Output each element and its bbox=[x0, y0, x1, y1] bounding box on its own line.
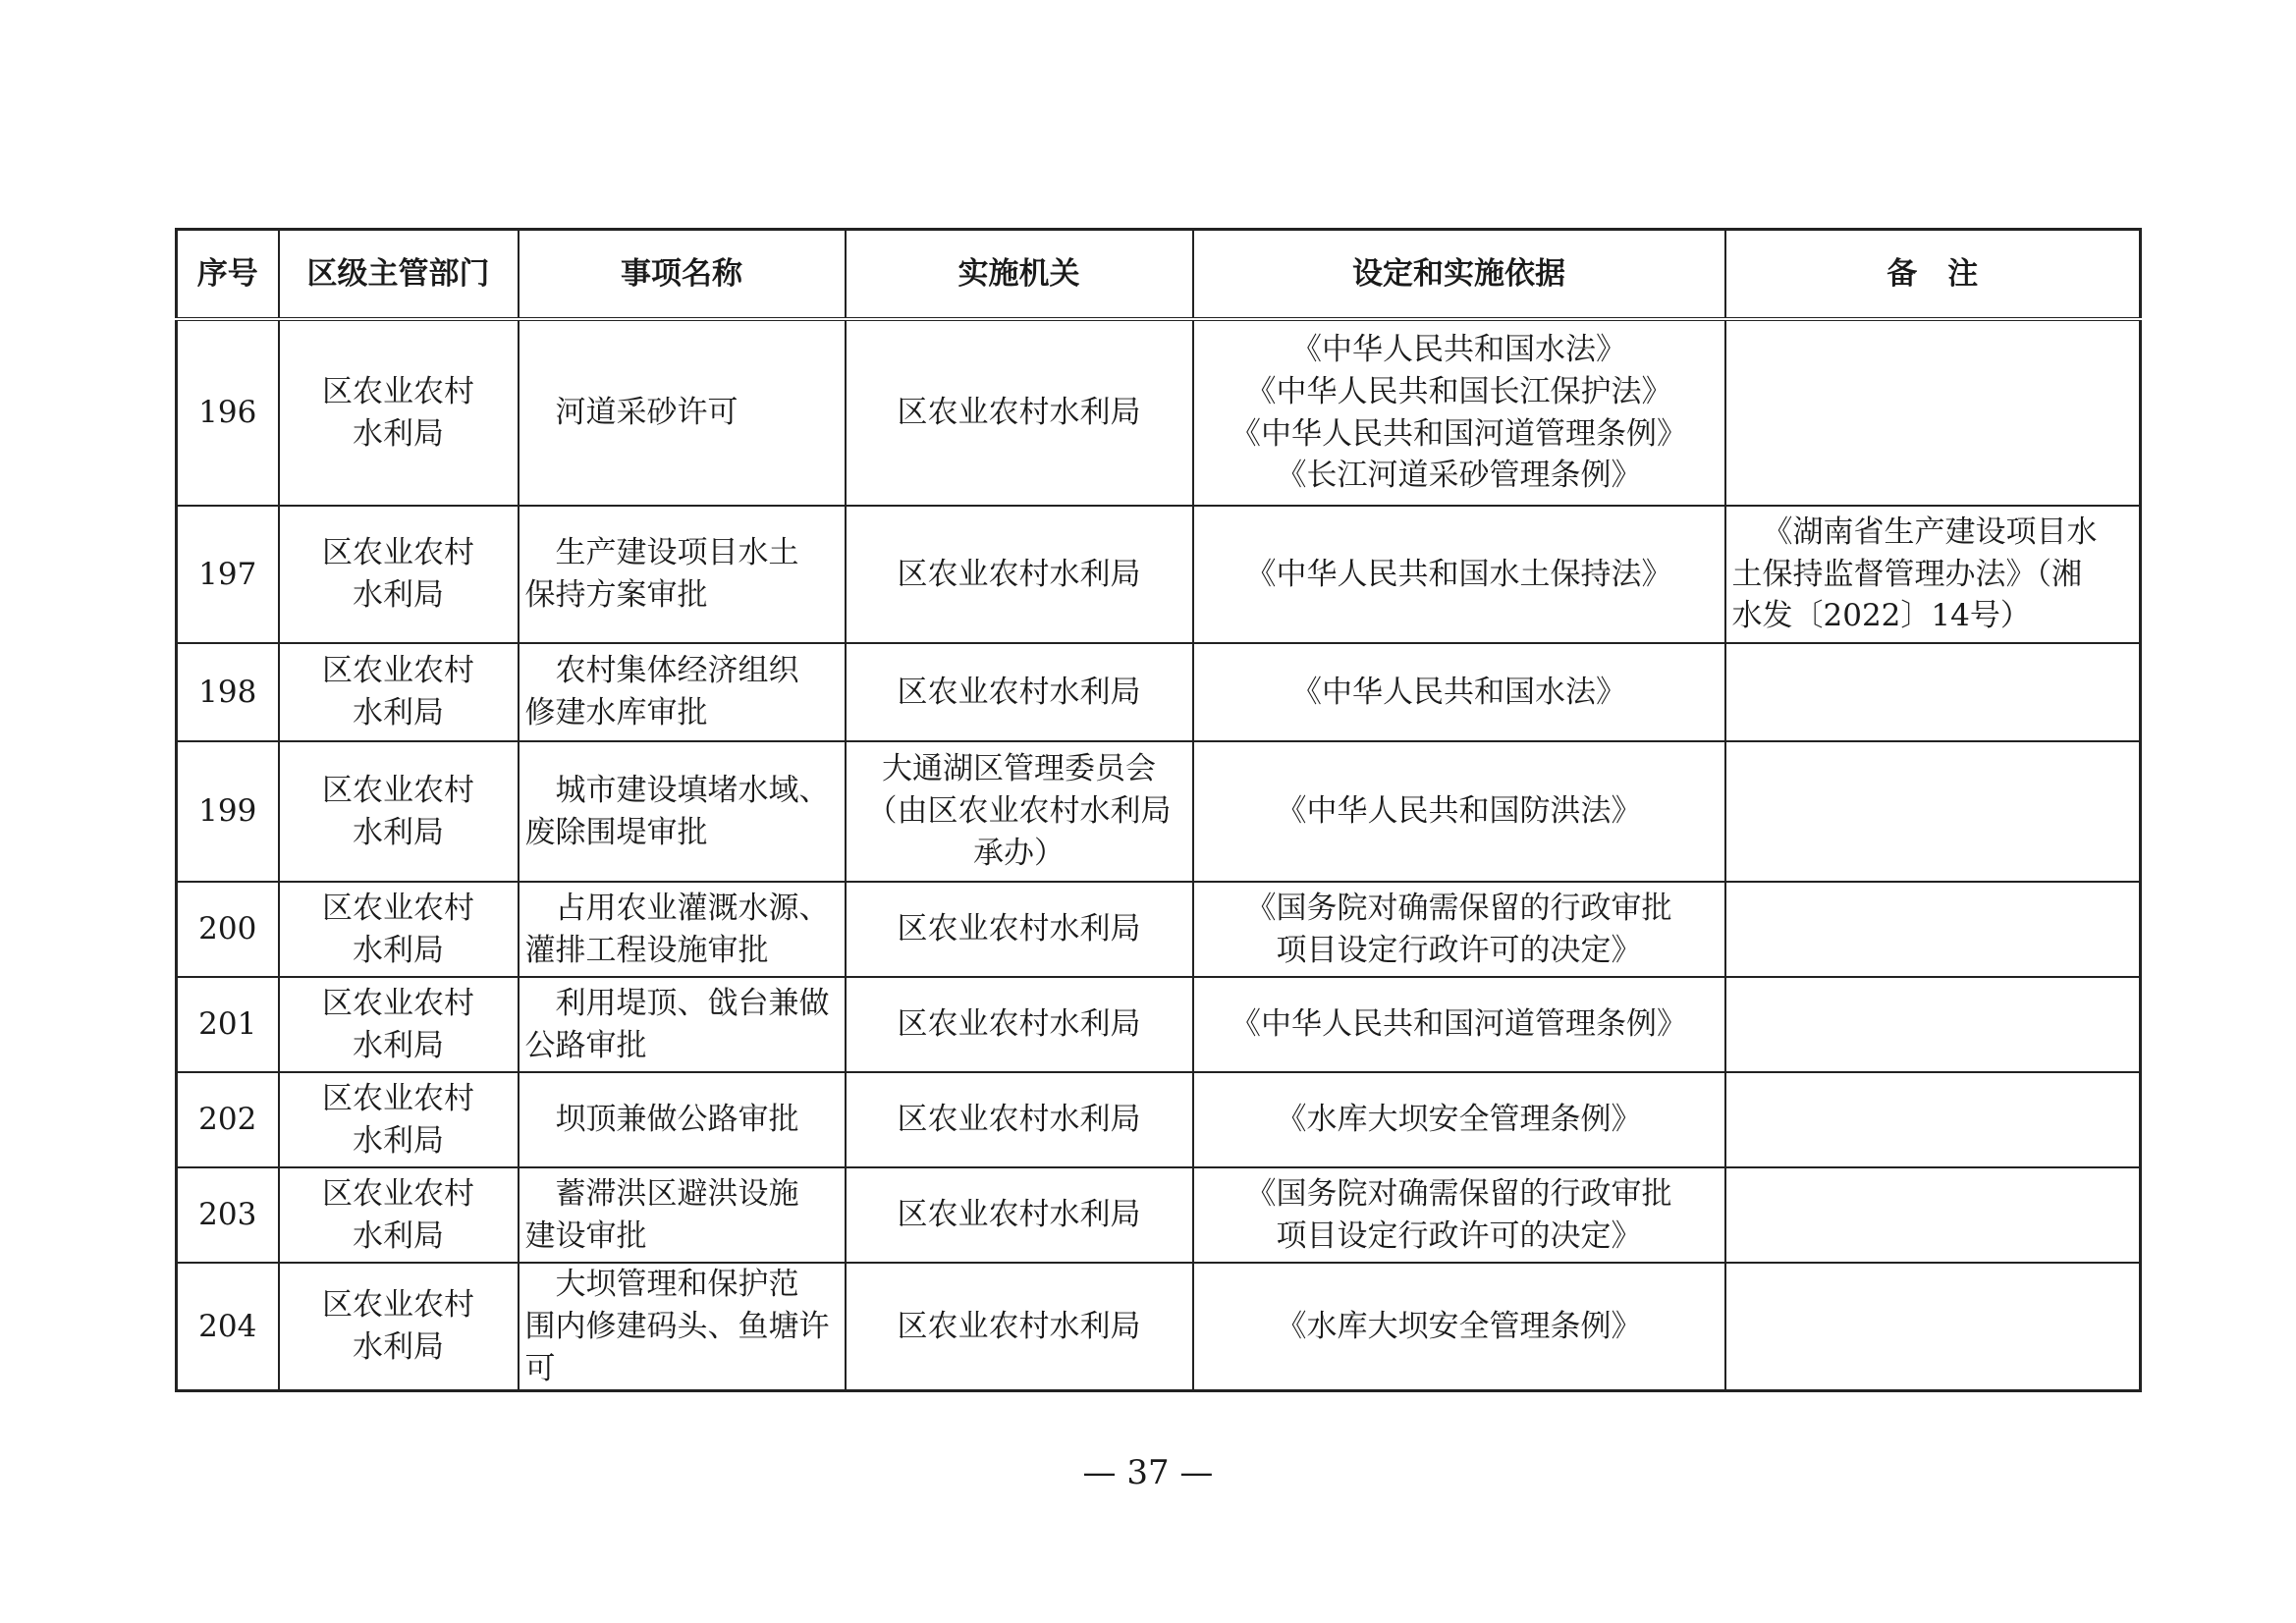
agency-cell-line: 区农业农村水利局 bbox=[897, 674, 1141, 710]
note-cell bbox=[1725, 1072, 2141, 1167]
department-cell-line: 区农业农村 bbox=[322, 1080, 474, 1116]
basis-cell bbox=[1193, 741, 1725, 882]
agency-cell-line: 区农业农村水利局 bbox=[897, 556, 1141, 592]
basis-cell-line: 项目设定行政许可的决定》 bbox=[1276, 1217, 1642, 1254]
item-name-cell-line: 农村集体经济组织 bbox=[555, 653, 799, 689]
note-cell bbox=[1725, 319, 2141, 506]
basis-cell bbox=[1193, 1072, 1725, 1167]
agency-cell bbox=[846, 741, 1193, 882]
basis-cell bbox=[1193, 882, 1725, 977]
item-name-cell-line: 蓄滞洪区避洪设施 bbox=[555, 1175, 799, 1212]
agency-cell bbox=[846, 882, 1193, 977]
header-item: 事项名称 bbox=[519, 230, 846, 320]
agency-cell-line: 大通湖区管理委员会 bbox=[882, 751, 1156, 787]
note-cell-line: 《湖南省生产建设项目水 bbox=[1762, 514, 2098, 550]
header-num: 序号 bbox=[177, 230, 279, 320]
agency-cell-line: 区农业农村水利局 bbox=[897, 395, 1141, 431]
department-cell bbox=[279, 977, 519, 1072]
department-cell-line: 水利局 bbox=[353, 1122, 444, 1159]
item-name-cell-line: 河道采砂许可 bbox=[555, 395, 738, 431]
row-number: 198 bbox=[177, 643, 279, 741]
row-number: 199 bbox=[177, 741, 279, 882]
note-cell-line: 土保持监督管理办法》（湘 bbox=[1731, 556, 2082, 592]
basis-cell-line: 《水库大坝安全管理条例》 bbox=[1276, 1308, 1642, 1344]
table-row bbox=[177, 882, 2141, 977]
agency-cell bbox=[846, 643, 1193, 741]
department-cell bbox=[279, 319, 519, 506]
item-name-cell-line: 保持方案审批 bbox=[524, 577, 708, 613]
basis-cell-line: 《国务院对确需保留的行政审批 bbox=[1245, 1175, 1672, 1212]
department-cell-line: 区农业农村 bbox=[322, 985, 474, 1021]
department-cell bbox=[279, 741, 519, 882]
item-name-cell-line: 大坝管理和保护范 bbox=[555, 1267, 799, 1302]
table-row bbox=[177, 506, 2141, 643]
basis-cell-line: 《长江河道采砂管理条例》 bbox=[1276, 458, 1642, 494]
basis-cell-line: 《中华人民共和国河道管理条例》 bbox=[1230, 1006, 1687, 1043]
basis-cell-line: 《中华人民共和国水土保持法》 bbox=[1245, 556, 1672, 592]
item-name-cell bbox=[519, 741, 846, 882]
agency-cell-line: （由区农业农村水利局 bbox=[866, 793, 1172, 830]
agency-cell-line: 承办） bbox=[973, 835, 1065, 871]
agency-cell bbox=[846, 319, 1193, 506]
table-row bbox=[177, 643, 2141, 741]
item-name-cell bbox=[519, 506, 846, 643]
item-name-cell bbox=[519, 1263, 846, 1391]
department-cell bbox=[279, 1167, 519, 1263]
item-name-cell-line: 修建水库审批 bbox=[524, 695, 708, 730]
agency-cell bbox=[846, 506, 1193, 643]
note-cell bbox=[1725, 741, 2141, 882]
department-cell bbox=[279, 506, 519, 643]
agency-cell bbox=[846, 1263, 1193, 1391]
department-cell bbox=[279, 1072, 519, 1167]
item-name-cell-line: 可 bbox=[524, 1350, 556, 1386]
item-name-cell-line: 坝顶兼做公路审批 bbox=[555, 1102, 799, 1138]
item-name-cell-line: 公路审批 bbox=[524, 1027, 647, 1063]
department-cell-line: 区农业农村 bbox=[322, 890, 474, 926]
header-dept: 区级主管部门 bbox=[279, 230, 519, 320]
department-cell bbox=[279, 1263, 519, 1391]
table-row bbox=[177, 741, 2141, 882]
department-cell-line: 水利局 bbox=[353, 932, 444, 968]
basis-cell bbox=[1193, 506, 1725, 643]
department-cell-line: 水利局 bbox=[353, 1217, 444, 1254]
note-cell bbox=[1725, 1263, 2141, 1391]
item-name-cell bbox=[519, 643, 846, 741]
table-row bbox=[177, 1072, 2141, 1167]
agency-cell-line: 区农业农村水利局 bbox=[897, 1102, 1141, 1138]
department-cell-line: 区农业农村 bbox=[322, 373, 474, 409]
item-name-cell-line: 灌排工程设施审批 bbox=[524, 932, 769, 968]
basis-cell bbox=[1193, 1167, 1725, 1263]
department-cell bbox=[279, 882, 519, 977]
item-name-cell bbox=[519, 977, 846, 1072]
department-cell-line: 区农业农村 bbox=[322, 772, 474, 808]
table-row bbox=[177, 1263, 2141, 1391]
row-number: 204 bbox=[177, 1263, 279, 1391]
note-cell bbox=[1725, 977, 2141, 1072]
agency-cell bbox=[846, 1167, 1193, 1263]
agency-cell-line: 区农业农村水利局 bbox=[897, 1006, 1141, 1043]
department-cell bbox=[279, 643, 519, 741]
basis-cell bbox=[1193, 643, 1725, 741]
agency-cell-line: 区农业农村水利局 bbox=[897, 1197, 1141, 1233]
row-number: 202 bbox=[177, 1072, 279, 1167]
basis-cell bbox=[1193, 1263, 1725, 1391]
department-cell-line: 水利局 bbox=[353, 695, 444, 730]
basis-cell bbox=[1193, 977, 1725, 1072]
item-name-cell bbox=[519, 1072, 846, 1167]
basis-cell-line: 《中华人民共和国水法》 bbox=[1291, 674, 1626, 710]
table-row bbox=[177, 319, 2141, 506]
department-cell-line: 区农业农村 bbox=[322, 1175, 474, 1212]
department-cell-line: 水利局 bbox=[353, 814, 444, 850]
agency-cell-line: 区农业农村水利局 bbox=[897, 1308, 1141, 1344]
basis-cell-line: 《水库大坝安全管理条例》 bbox=[1276, 1102, 1642, 1138]
item-name-cell-line: 围内修建码头、鱼塘许 bbox=[524, 1308, 830, 1344]
row-number: 203 bbox=[177, 1167, 279, 1263]
note-cell bbox=[1725, 506, 2141, 643]
department-cell-line: 区农业农村 bbox=[322, 535, 474, 571]
page-number: — 37 — bbox=[1082, 1453, 1214, 1492]
item-name-cell bbox=[519, 319, 846, 506]
table-body bbox=[177, 319, 2141, 1391]
department-cell-line: 水利局 bbox=[353, 415, 444, 452]
item-name-cell-line: 利用堤顶、戗台兼做 bbox=[555, 985, 830, 1021]
agency-cell bbox=[846, 977, 1193, 1072]
note-cell bbox=[1725, 643, 2141, 741]
row-number: 196 bbox=[177, 319, 279, 506]
basis-cell-line: 《中华人民共和国河道管理条例》 bbox=[1230, 415, 1687, 452]
agency-cell bbox=[846, 1072, 1193, 1167]
department-cell-line: 水利局 bbox=[353, 1027, 444, 1063]
table-header-row bbox=[177, 230, 2141, 320]
item-name-cell-line: 占用农业灌溉水源、 bbox=[555, 890, 830, 926]
note-cell bbox=[1725, 1167, 2141, 1263]
basis-cell-line: 项目设定行政许可的决定》 bbox=[1276, 932, 1642, 968]
item-name-cell-line: 生产建设项目水土 bbox=[555, 535, 799, 571]
item-name-cell bbox=[519, 1167, 846, 1263]
department-cell-line: 水利局 bbox=[353, 577, 444, 613]
agency-cell-line: 区农业农村水利局 bbox=[897, 911, 1141, 947]
department-cell-line: 区农业农村 bbox=[322, 1287, 474, 1324]
item-name-cell-line: 城市建设填堵水域、 bbox=[555, 772, 830, 808]
header-basis: 设定和实施依据 bbox=[1193, 230, 1725, 320]
basis-cell-line: 《中华人民共和国水法》 bbox=[1291, 331, 1626, 367]
item-name-cell-line: 建设审批 bbox=[524, 1217, 647, 1254]
department-cell-line: 水利局 bbox=[353, 1329, 444, 1366]
header-agency: 实施机关 bbox=[846, 230, 1193, 320]
basis-cell bbox=[1193, 319, 1725, 506]
note-cell-line: 水发〔2022〕14号） bbox=[1731, 598, 2031, 634]
table-row bbox=[177, 977, 2141, 1072]
department-cell-line: 区农业农村 bbox=[322, 653, 474, 689]
row-number: 200 bbox=[177, 882, 279, 977]
note-cell bbox=[1725, 882, 2141, 977]
table-row bbox=[177, 1167, 2141, 1263]
basis-cell-line: 《国务院对确需保留的行政审批 bbox=[1245, 890, 1672, 926]
row-number: 197 bbox=[177, 506, 279, 643]
row-number: 201 bbox=[177, 977, 279, 1072]
basis-cell-line: 《中华人民共和国长江保护法》 bbox=[1245, 373, 1672, 409]
item-name-cell-line: 废除围堤审批 bbox=[524, 814, 708, 850]
basis-cell-line: 《中华人民共和国防洪法》 bbox=[1276, 793, 1642, 830]
approval-items-table bbox=[175, 228, 2142, 1392]
item-name-cell bbox=[519, 882, 846, 977]
header-note: 备 注 bbox=[1725, 230, 2141, 320]
